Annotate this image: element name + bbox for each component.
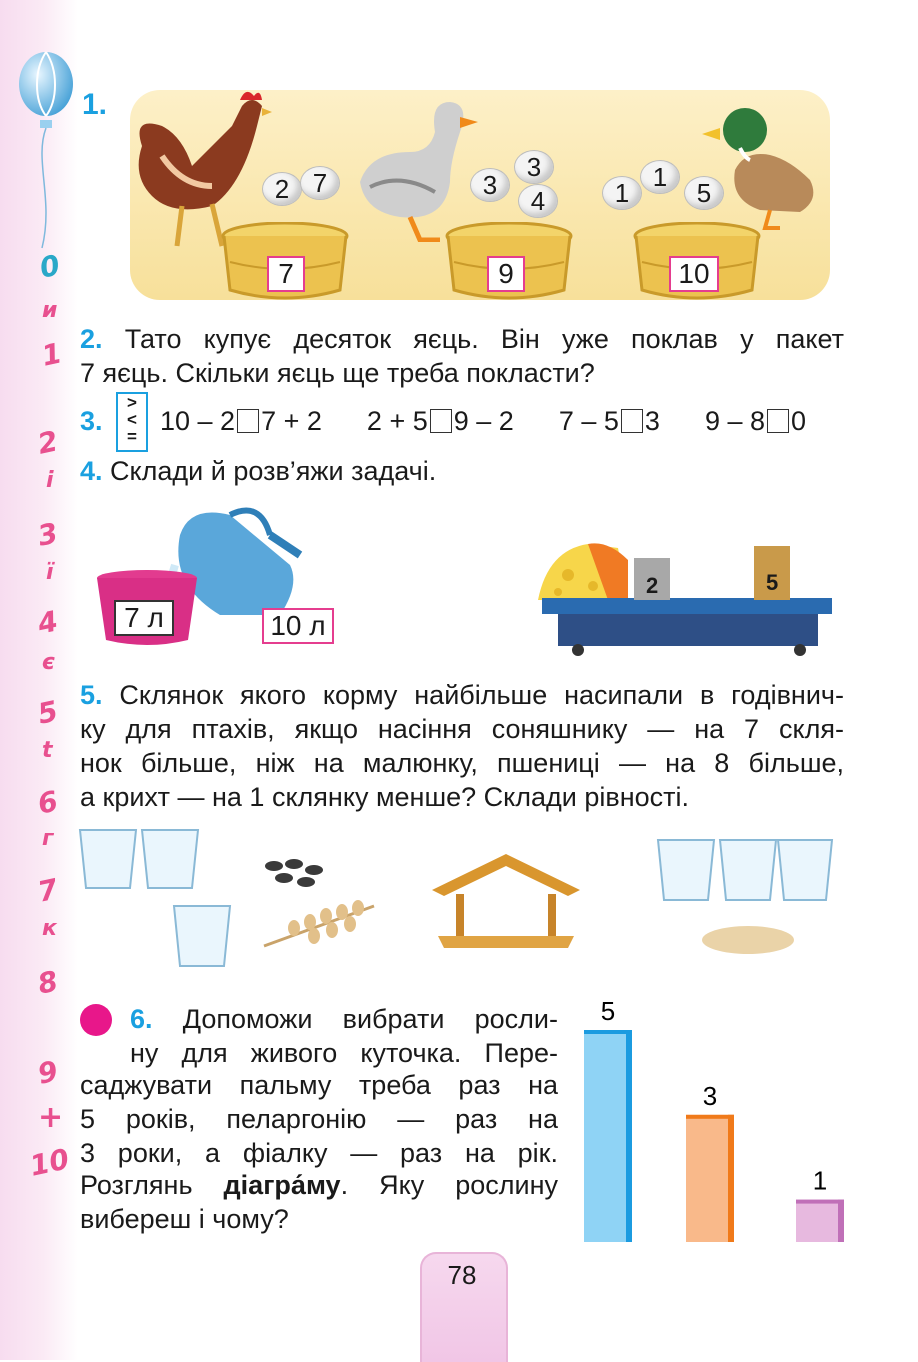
basket-label: 9	[487, 256, 525, 292]
sidebar-digit: 0	[36, 248, 63, 285]
weight-label: 5	[766, 570, 779, 595]
sidebar-digit: 3	[34, 516, 61, 553]
task4-number: 4.	[80, 456, 103, 486]
bar-chart	[570, 990, 860, 1250]
sidebar-digit: 4	[34, 604, 61, 641]
sidebar-letter: ї	[46, 560, 54, 585]
seeds-illustration	[254, 856, 384, 956]
task2-number: 2.	[80, 324, 103, 354]
sidebar-digit: 1	[38, 336, 65, 373]
bar-value-label: 1	[812, 1165, 828, 1196]
task5-number: 5.	[80, 680, 103, 710]
glasses-illustration	[76, 826, 246, 972]
task6-line: саджувати пальму треба раз на	[80, 1070, 558, 1100]
answer-box[interactable]	[430, 409, 452, 433]
answer-box[interactable]	[237, 409, 259, 433]
task6-number: 6.	[130, 1004, 153, 1034]
task6-line: 6. Допоможи вибрати росли-	[130, 1004, 558, 1034]
comparison-signs-box: > < =	[116, 392, 148, 452]
sidebar-digit: 7	[34, 872, 61, 909]
sidebar-digit: 8	[34, 964, 61, 1001]
bar	[686, 1115, 734, 1242]
egg: 1	[602, 176, 642, 210]
diagram-term: діагра́му	[223, 1170, 341, 1200]
task5-line: 5. Склянок якого корму найбільше насипали в годівнич-	[80, 680, 844, 710]
bar-edge	[626, 1030, 632, 1242]
task2-line1	[80, 322, 844, 356]
egg: 4	[518, 184, 558, 218]
goose-illustration	[350, 92, 480, 242]
task3-expressions: 10 – 2 7 + 2 2 + 5 9 – 2 7 – 5 3 9 – 8 0	[160, 406, 807, 436]
egg: 5	[684, 176, 724, 210]
sidebar-letter: є	[42, 650, 56, 675]
sidebar-letter: к	[42, 916, 57, 941]
task5-line: нок більше, ніж на малюнку, пшениці — на 8 більше,	[80, 748, 844, 778]
scale-illustration	[528, 530, 842, 658]
basket-label: 10	[669, 256, 719, 292]
sidebar-letter: t	[42, 738, 53, 763]
bar-edge	[728, 1115, 734, 1242]
sidebar-digit: 5	[34, 694, 61, 731]
difficulty-dot	[80, 1004, 112, 1036]
task2-line2: 7 яєць. Скільки яєць ще треба покласти?	[80, 358, 595, 388]
task5-line: а крихт — на 1 склянку менше? Склади рівності.	[80, 782, 690, 812]
bucket-volume-label: 7 л	[114, 600, 174, 636]
bird-feeder-illustration	[428, 850, 584, 950]
can-volume-label: 10 л	[262, 608, 334, 644]
task6-line: вибереш і чому?	[80, 1204, 289, 1234]
egg: 2	[262, 172, 302, 206]
balloon-icon	[14, 50, 78, 250]
task2-text: Тато купує десяток яєць. Він уже поклав у пакет	[124, 324, 844, 354]
sidebar-letter: г	[42, 826, 54, 851]
sidebar-digit: 10	[26, 1142, 72, 1183]
bar-top	[584, 1030, 632, 1034]
sidebar-digit: 9	[34, 1054, 61, 1091]
task4-heading: 4. Склади й розв’яжи задачі.	[80, 456, 437, 486]
task6-line: Розглянь діагра́му. Яку рослину	[80, 1170, 558, 1200]
egg: 3	[470, 168, 510, 202]
weight-label: 2	[646, 573, 659, 598]
egg: 3	[514, 150, 554, 184]
sidebar-letter: +	[38, 1100, 64, 1135]
bar	[796, 1200, 844, 1242]
task6-line: 3 роки, а фіалку — раз на рік.	[80, 1138, 558, 1168]
bar-top	[686, 1115, 734, 1119]
bar-value-label: 5	[600, 996, 616, 1026]
sidebar-digit: 2	[34, 424, 61, 461]
basket-label: 7	[267, 256, 305, 292]
sidebar-letter: і	[46, 468, 54, 493]
task5-line: ку для птахів, якщо насіння соняшнику — на 7 скля-	[80, 714, 844, 744]
answer-box[interactable]	[621, 409, 643, 433]
egg: 7	[300, 166, 340, 200]
sidebar-digit: 6	[34, 784, 61, 821]
bar-edge	[838, 1200, 844, 1242]
bar	[584, 1030, 632, 1242]
sidebar-letter: и	[42, 298, 58, 323]
egg: 1	[640, 160, 680, 194]
answer-box[interactable]	[767, 409, 789, 433]
duck-illustration	[700, 100, 830, 230]
task6-line: ну для живого куточка. Пере-	[130, 1038, 558, 1068]
glasses-illustration	[656, 836, 834, 956]
task3-number: 3.	[80, 406, 103, 436]
task6-line: 5 років, пеларгонію — раз на	[80, 1104, 558, 1134]
bar-top	[796, 1200, 844, 1204]
page-number: 78	[447, 1260, 477, 1290]
bar-value-label: 3	[702, 1080, 718, 1111]
task1-number: 1.	[82, 88, 108, 121]
